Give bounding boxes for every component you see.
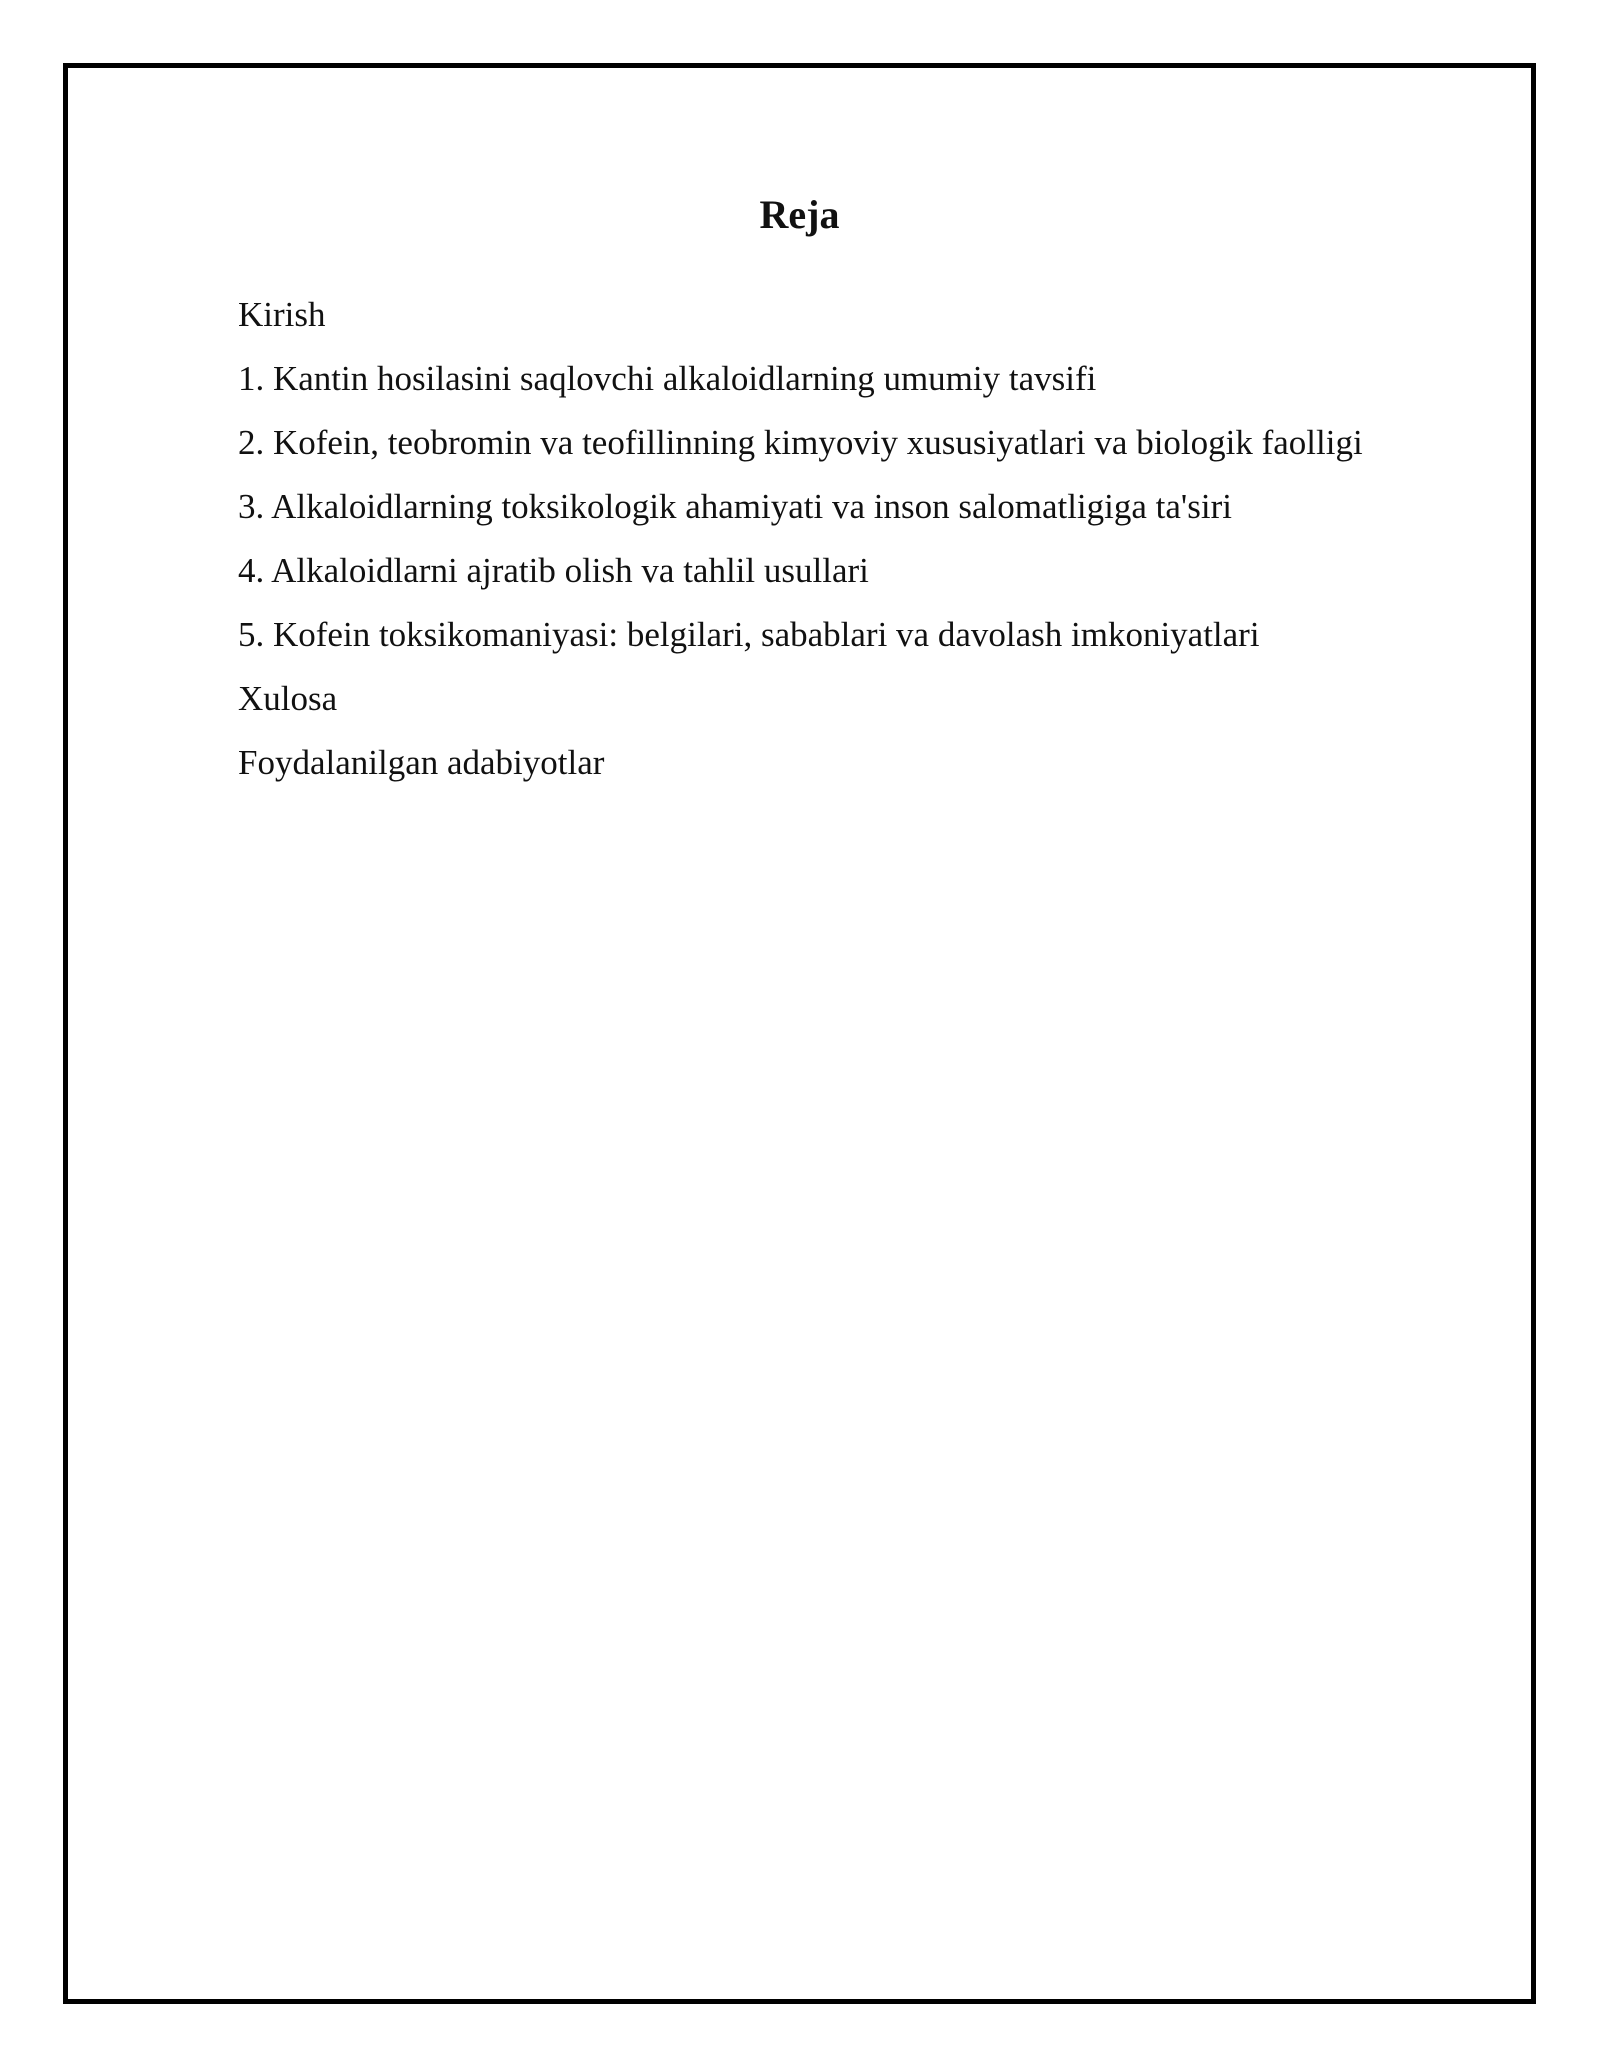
plan-item-2: 2. Kofein, teobromin va teofillinning kimyoviy xususiyatlari va biologik faolligi (238, 423, 1363, 462)
plan-item-introduction: Kirish (238, 295, 326, 334)
plan-item-5: 5. Kofein toksikomaniyasi: belgilari, sabablari va davolash imkoniyatlari (238, 615, 1260, 654)
page-frame (63, 63, 1536, 2004)
plan-item-references: Foydalanilgan adabiyotlar (238, 743, 605, 782)
page-title: Reja (759, 192, 840, 237)
plan-item-1: 1. Kantin hosilasini saqlovchi alkaloidlarning umumiy tavsifi (238, 359, 1097, 398)
plan-item-4: 4. Alkaloidlarni ajratib olish va tahlil usullari (238, 551, 869, 590)
plan-item-conclusion: Xulosa (238, 679, 338, 718)
plan-item-3: 3. Alkaloidlarning toksikologik ahamiyati va inson salomatligiga ta'siri (238, 487, 1232, 526)
plan-list (238, 290, 1378, 802)
